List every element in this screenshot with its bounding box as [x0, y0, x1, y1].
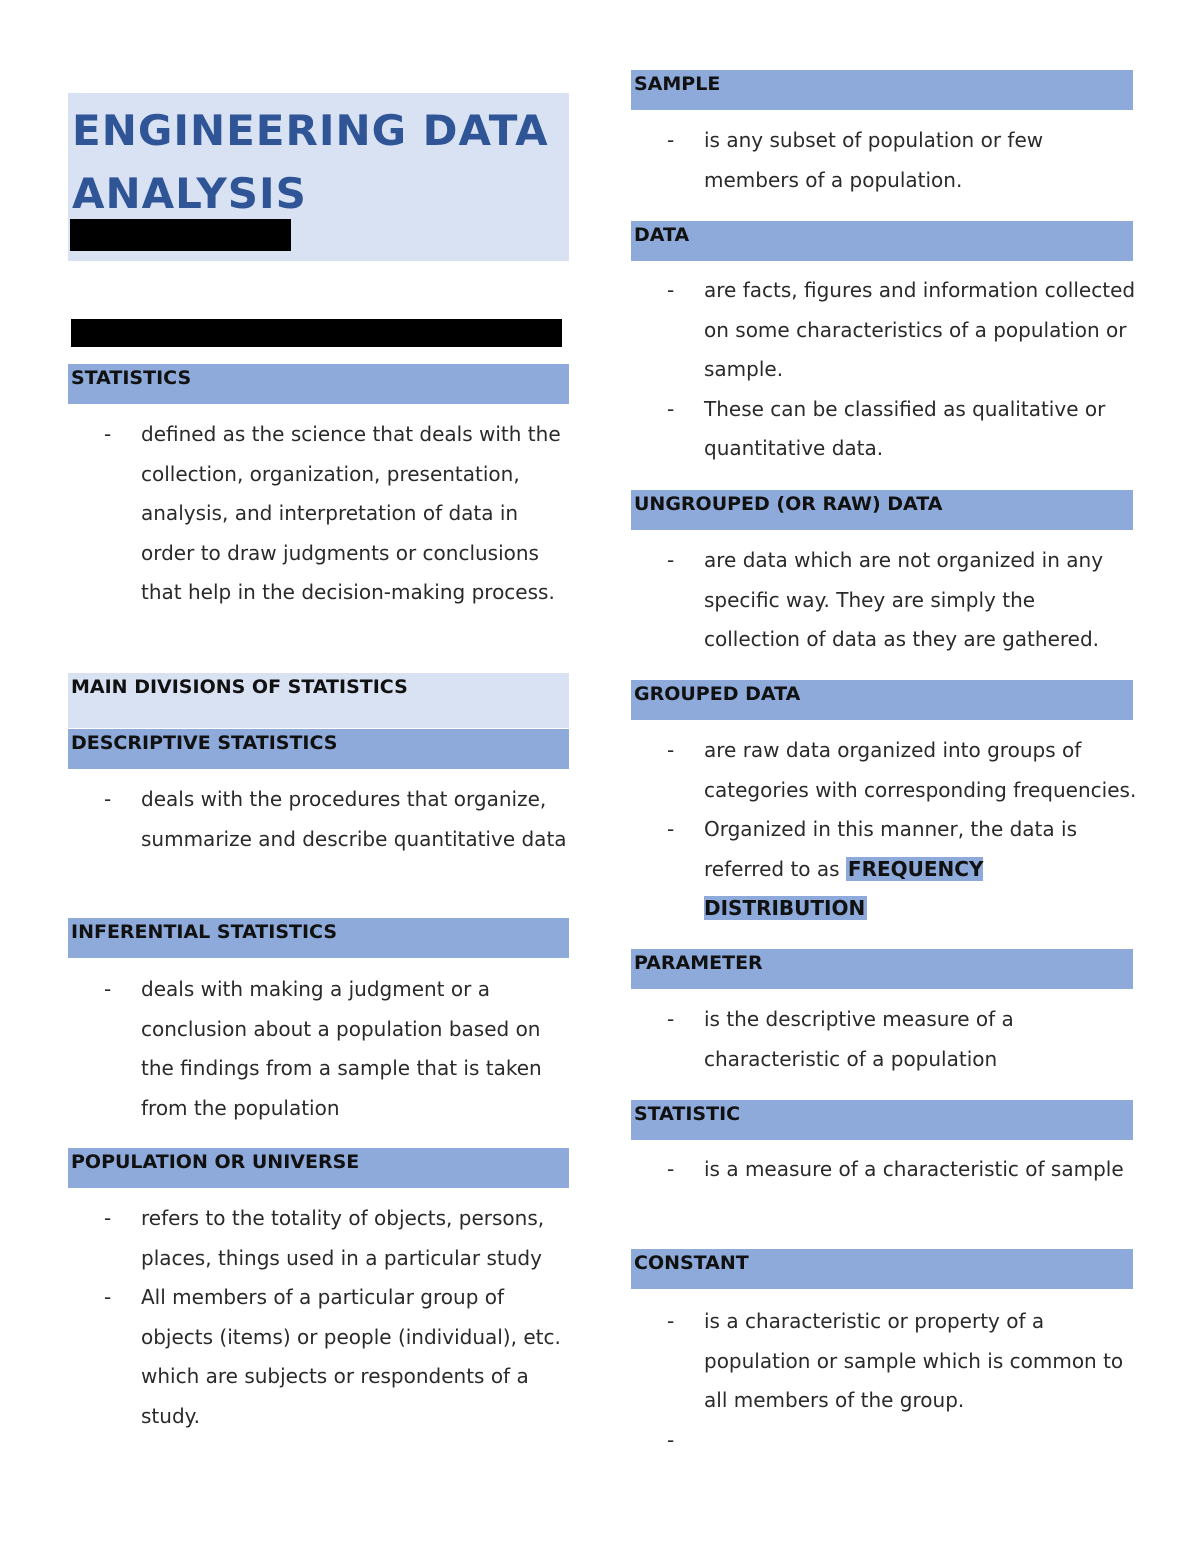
- list-item: - Organized in this manner, the data is referred to as FREQUENCY DISTRIBUTION: [667, 810, 1137, 929]
- list-item: - These can be classified as qualitative or quantitative data.: [667, 390, 1137, 469]
- list-item: - is a characteristic or property of a population or sample which is common to all members of the group.: [667, 1302, 1137, 1421]
- dash-marker: -: [667, 1309, 675, 1333]
- dash-marker: -: [667, 1427, 675, 1452]
- data-list: [667, 271, 1137, 469]
- constant-list: [667, 1302, 1137, 1460]
- frequency-distribution-highlight: FREQUENCY DISTRIBUTION: [704, 856, 984, 921]
- statistic-list: [667, 1150, 1137, 1190]
- section-heading-parameter: PARAMETER: [631, 949, 1133, 989]
- section-heading-statistic: STATISTIC: [631, 1100, 1133, 1140]
- list-item: - All members of a particular group of objects (items) or people (individual), etc. which are subjects or respondents of a study.: [104, 1278, 574, 1436]
- ungrouped-data-list: [667, 541, 1137, 660]
- list-item: - are facts, figures and information collected on some characteristics of a population or sample.: [667, 271, 1137, 390]
- dash-marker: -: [104, 1206, 112, 1230]
- list-item: - is the descriptive measure of a characteristic of a population: [667, 1000, 1137, 1079]
- statistics-list: [104, 415, 574, 613]
- population-list: [104, 1199, 574, 1437]
- section-heading-descriptive-statistics: DESCRIPTIVE STATISTICS: [68, 729, 569, 769]
- list-item: - is a measure of a characteristic of sample: [667, 1150, 1137, 1190]
- dash-marker: -: [667, 817, 675, 842]
- section-heading-inferential-statistics: INFERENTIAL STATISTICS: [68, 918, 569, 958]
- title-line-2: ANALYSIS: [72, 169, 307, 218]
- list-item: - refers to the totality of objects, persons, places, things used in a particular study: [104, 1199, 574, 1278]
- redacted-name-bar: [70, 219, 291, 251]
- redacted-subtitle-bar: [71, 319, 562, 347]
- list-item: - are data which are not organized in any specific way. They are simply the collection of data as they are gathered.: [667, 541, 1137, 660]
- dash-marker: -: [667, 128, 675, 152]
- title-block: [68, 93, 569, 261]
- title-line-1: ENGINEERING DATA: [72, 106, 549, 155]
- dash-marker: -: [667, 548, 675, 572]
- document-title: [72, 99, 567, 225]
- dash-marker: -: [667, 1007, 675, 1031]
- grouped-data-list: [667, 731, 1137, 929]
- section-heading-constant: CONSTANT: [631, 1249, 1133, 1289]
- section-heading-data: DATA: [631, 221, 1133, 261]
- list-item: - defined as the science that deals with the collection, organization, presentation, analysis, and interpretation of data in order to draw judgments or conclusions that help in the decision-making process.: [104, 415, 574, 613]
- dash-marker: -: [667, 738, 675, 762]
- descriptive-statistics-list: [104, 780, 574, 859]
- dash-marker: -: [104, 977, 112, 1001]
- dash-marker: -: [667, 278, 675, 302]
- dash-marker: -: [667, 396, 675, 421]
- sample-list: [667, 121, 1137, 200]
- dash-marker: -: [104, 1285, 112, 1310]
- section-heading-ungrouped-data: UNGROUPED (OR RAW) DATA: [631, 490, 1133, 530]
- list-item: - deals with the procedures that organize, summarize and describe quantitative data: [104, 780, 574, 859]
- section-heading-grouped-data: GROUPED DATA: [631, 680, 1133, 720]
- dash-marker: -: [104, 787, 112, 811]
- list-item: - are raw data organized into groups of categories with corresponding frequencies.: [667, 731, 1137, 810]
- parameter-list: [667, 1000, 1137, 1079]
- dash-marker: -: [667, 1157, 675, 1181]
- section-heading-main-divisions: MAIN DIVISIONS OF STATISTICS: [68, 673, 569, 728]
- list-item: [667, 1421, 1137, 1461]
- list-item: - deals with making a judgment or a conclusion about a population based on the findings from a sample that is taken from the population: [104, 970, 574, 1128]
- section-heading-population: POPULATION OR UNIVERSE: [68, 1148, 569, 1188]
- list-item: - is any subset of population or few members of a population.: [667, 121, 1137, 200]
- section-heading-sample: SAMPLE: [631, 70, 1133, 110]
- dash-marker: -: [104, 422, 112, 446]
- section-heading-statistics: STATISTICS: [68, 364, 569, 404]
- inferential-statistics-list: [104, 970, 574, 1128]
